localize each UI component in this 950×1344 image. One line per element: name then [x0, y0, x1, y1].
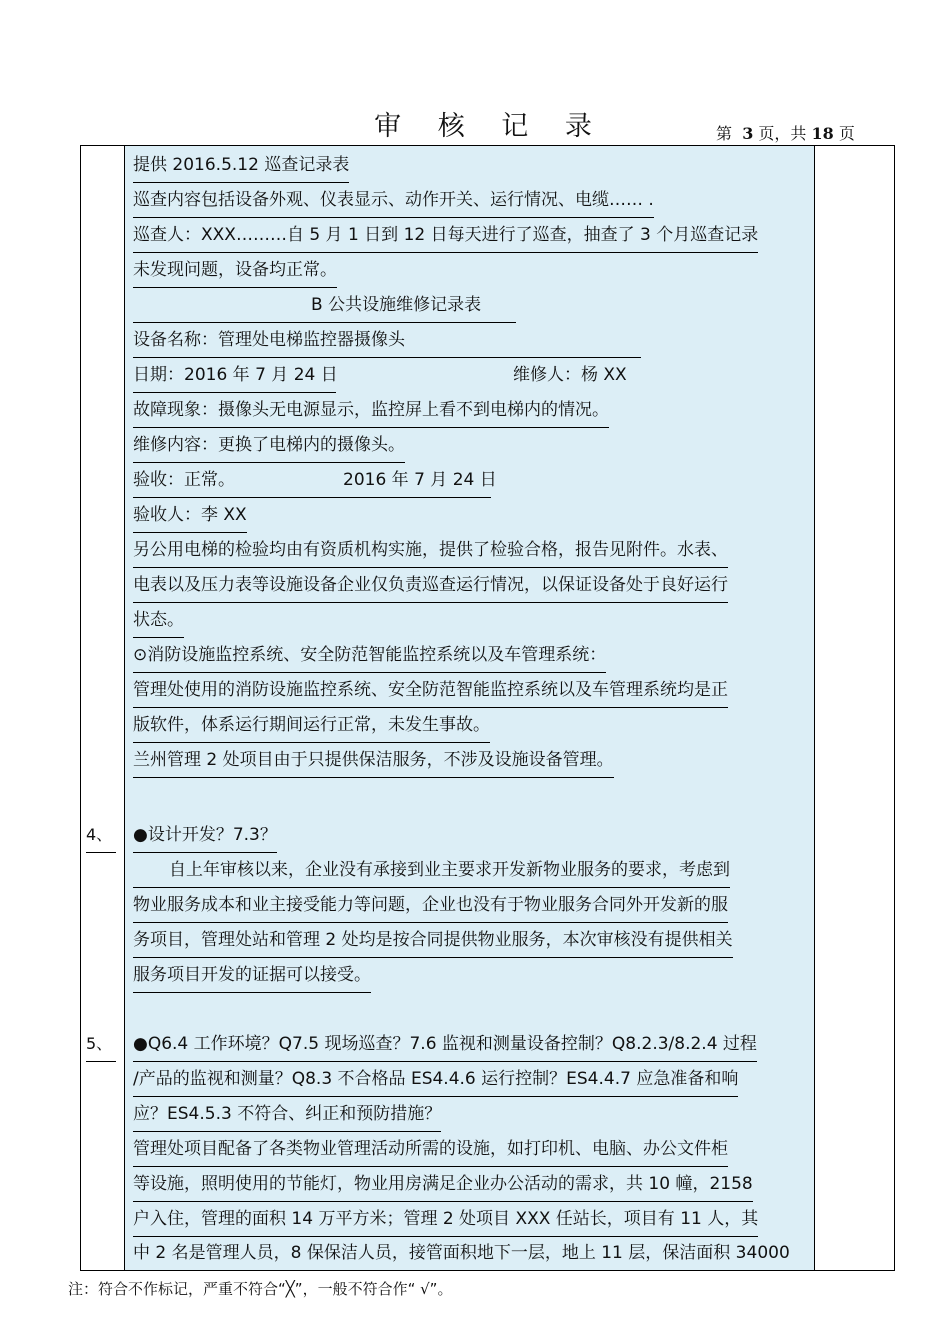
text-line: 管理处使用的消防设施监控系统、安全防范智能监控系统以及车管理系统均是正	[133, 673, 728, 708]
text-line: 兰州管理 2 处项目由于只提供保洁服务，不涉及设施设备管理。	[133, 743, 614, 778]
section-number-5: 5、	[86, 1027, 116, 1062]
text-line: 户入住，管理的面积 14 万平方米；管理 2 处项目 XXX 任站长，项目有 11 人，其	[133, 1202, 758, 1237]
section-heading: ●设计开发？7.3？	[133, 818, 277, 853]
text-line: 等设施，照明使用的节能灯，物业用房满足企业办公活动的需求，共 10 幢，2158	[133, 1167, 753, 1202]
text-line: 状态。	[133, 603, 184, 638]
text-line: 日期：2016 年 7 月 24 日	[133, 358, 336, 393]
text-line: /产品的监视和测量？Q8.3 不合格品 ES4.4.6 运行控制？ES4.4.7 应急准备和响	[133, 1062, 738, 1097]
text-line: 2016 年 7 月 24 日	[343, 470, 497, 490]
text-line: 管理处项目配备了各类物业管理活动所需的设施，如打印机、电脑、办公文件柜	[133, 1132, 728, 1167]
text-line: 故障现象：摄像头无电源显示，监控屏上看不到电梯内的情况。	[133, 393, 609, 428]
text-line: 另公用电梯的检验均由有资质机构实施，提供了检验合格，报告见附件。水表、	[133, 533, 728, 568]
section-heading: ●Q6.4 工作环境？Q7.5 现场巡查？7.6 监视和测量设备控制？Q8.2.3/8.2.4 过程	[133, 1027, 757, 1062]
text-line: 巡查内容包括设备外观、仪表显示、动作开关、运行情况、电缆…… .	[133, 183, 654, 218]
text-line: 务项目，管理处站和管理 2 处均是按合同提供物业服务，本次审核没有提供相关	[133, 923, 733, 958]
text-line: 维修内容：更换了电梯内的摄像头。	[133, 428, 405, 463]
page-title: 审 核 记 录	[374, 111, 606, 142]
text-line: 提供 2016.5.12 巡查记录表	[133, 148, 349, 183]
text-line: B 公共设施维修记录表	[133, 288, 516, 323]
text-line: 自上年审核以来，企业没有承接到业主要求开发新物业服务的要求，考虑到	[133, 853, 730, 888]
text-line: 维修人：杨 XX	[513, 365, 627, 385]
footer-note: 注：符合不作标记，严重不符合“╳”，一般不符合作“ √”。	[68, 1280, 453, 1298]
section-number-4: 4、	[86, 818, 116, 853]
text-line: 巡查人：XXX………自 5 月 1 日到 12 日每天进行了巡查，抽查了 3 个月巡查记录	[133, 218, 758, 253]
text-line: 验收人：李 XX	[133, 498, 247, 533]
text-line: 验收：正常。	[133, 463, 491, 498]
page-number: 第 3 页，共 18 页	[716, 124, 855, 143]
text-line: 未发现问题，设备均正常。	[133, 253, 337, 288]
text-line: 中 2 名是管理人员，8 保保洁人员，接管面积地下一层，地上 11 层，保洁面积 34000	[133, 1236, 790, 1271]
text-line: 电表以及压力表等设施设备企业仅负责巡查运行情况，以保证设备处于良好运行	[133, 568, 728, 603]
text-line: 服务项目开发的证据可以接受。	[133, 958, 371, 993]
text-line: 物业服务成本和业主接受能力等问题，企业也没有于物业服务合同外开发新的服	[133, 888, 728, 923]
text-line: ⊙消防设施监控系统、安全防范智能监控系统以及车管理系统：	[133, 638, 606, 673]
text-line: 版软件，体系运行期间运行正常，未发生事故。	[133, 708, 490, 743]
text-line: 设备名称：管理处电梯监控器摄像头	[133, 323, 641, 358]
text-line: 应？ES4.5.3 不符合、纠正和预防措施？	[133, 1097, 441, 1132]
